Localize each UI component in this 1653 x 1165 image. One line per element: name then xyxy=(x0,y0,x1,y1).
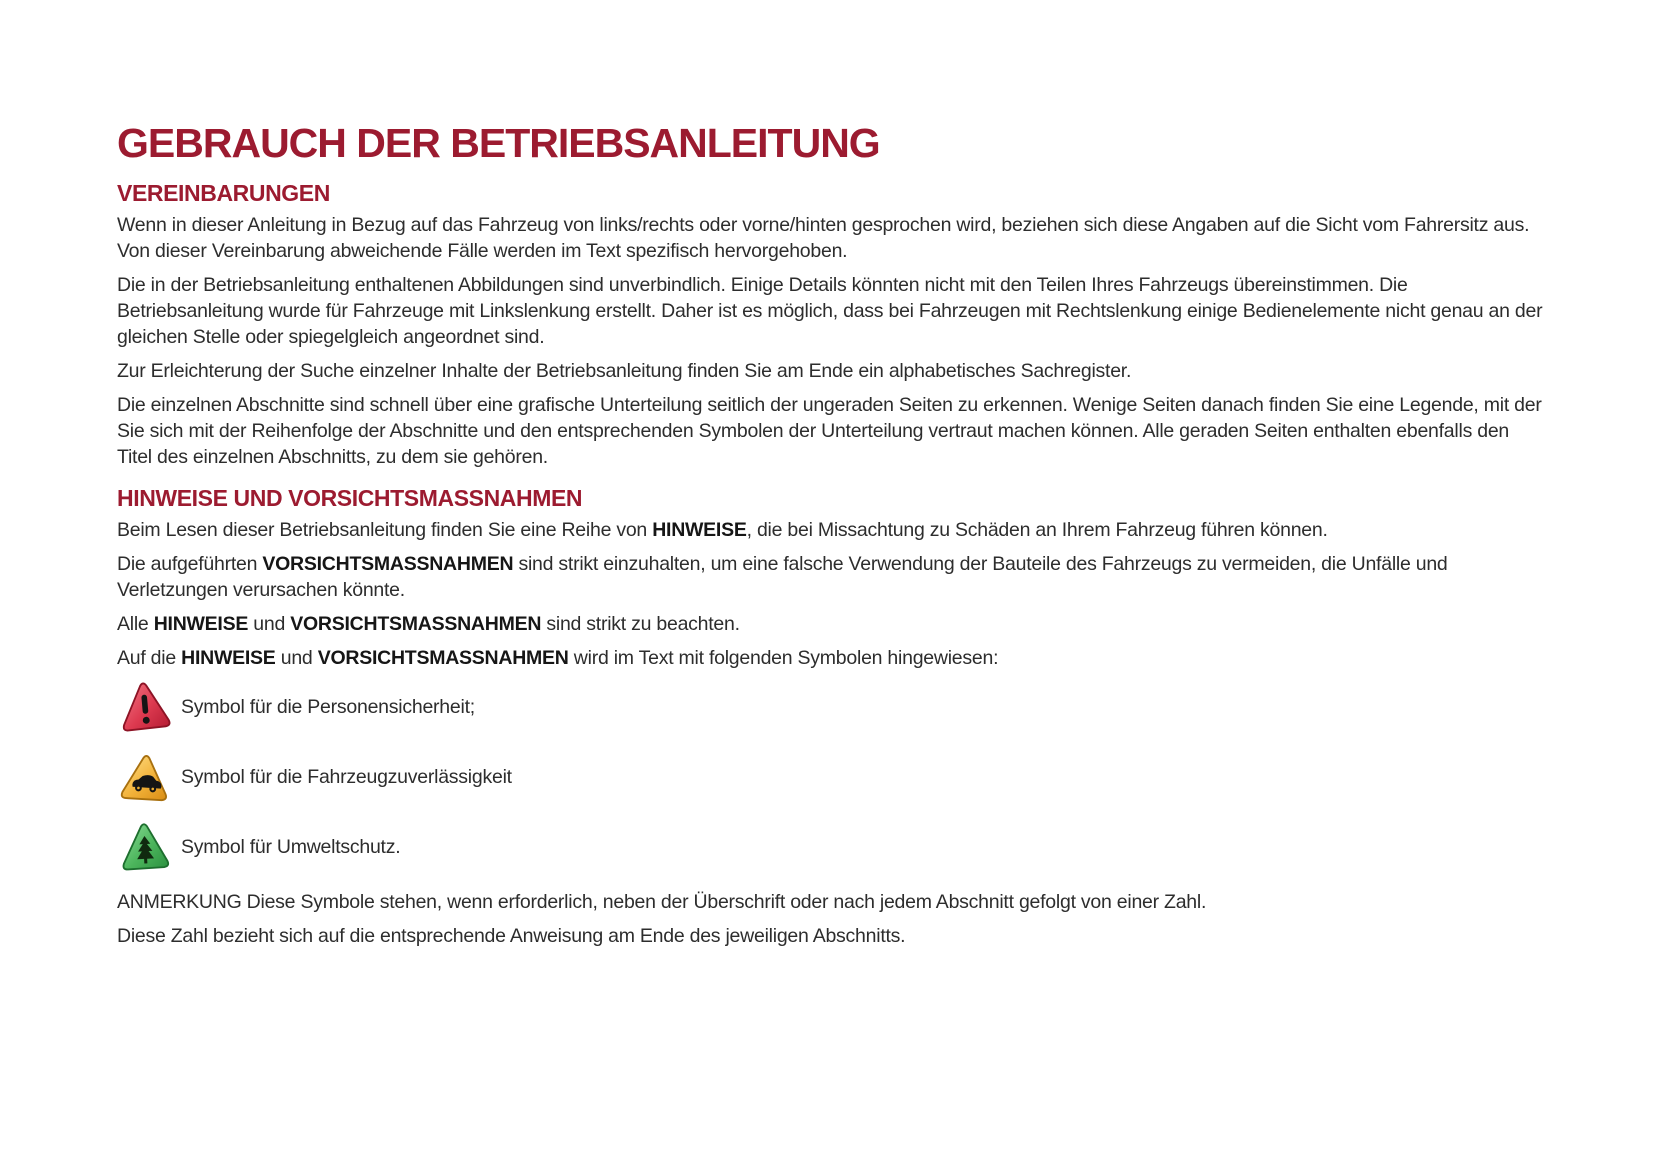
page-title: GEBRAUCH DER BETRIEBSANLEITUNG xyxy=(117,120,880,166)
page-content xyxy=(117,122,1547,957)
remark-paragraph-2: Diese Zahl bezieht sich auf die entsprechende Anweisung am Ende des jeweiligen Abschnitts. xyxy=(117,925,906,948)
person-safety-warning-icon xyxy=(117,678,173,736)
text-run: Die aufgeführten xyxy=(117,553,263,576)
symbol-row-vehicle-integrity xyxy=(117,749,1547,805)
section-heading-notes: HINWEISE UND VORSICHTSMASSNAHMEN xyxy=(117,485,583,512)
text-run: , die bei Missachtung zu Schäden an Ihrem Fahrzeug führen können. xyxy=(746,519,1328,542)
section-heading-conventions: VEREINBARUNGEN xyxy=(117,180,330,207)
symbol-label: Symbol für die Fahrzeugzuverlässigkeit xyxy=(181,765,512,788)
text-run: Auf die xyxy=(117,647,182,670)
notes-paragraph-3 xyxy=(117,611,1547,637)
notes-paragraph-1 xyxy=(117,517,1547,543)
remark-paragraph-1: ANMERKUNG Diese Symbole stehen, wenn erforderlich, neben der Überschrift oder nach jedem Abschnitt gefolgt von einer Zahl. xyxy=(117,891,1207,914)
symbol-label: Symbol für die Personensicherheit; xyxy=(181,695,475,718)
conventions-paragraph-2: Die in der Betriebsanleitung enthaltenen Abbildungen sind unverbindlich. Einige Details könnten nicht mit den Teilen Ihres Fahrzeugs übereinstimmen. Die Betriebsanleitung wurde für Fahrzeuge mit Linkslenkung erstellt. Daher ist es möglich, dass bei Fahrzeugen mit Rechtslenkung einige Bedienelemente nicht genau an der gleichen Stelle oder spiegelgleich angeordnet sind. xyxy=(117,274,1543,349)
text-run: Beim Lesen dieser Betriebsanleitung finden Sie eine Reihe von xyxy=(117,519,653,542)
text-run: sind strikt zu beachten. xyxy=(541,613,740,636)
notes-paragraph-4 xyxy=(117,645,1547,671)
text-run: Alle xyxy=(117,613,154,636)
conventions-paragraph-4: Die einzelnen Abschnitte sind schnell über eine grafische Unterteilung seitlich der ungeraden Seiten zu erkennen. Wenige Seiten danach finden Sie eine Legende, mit der Sie sich mit der Reihenfolge der Abschnitte und den entsprechenden Symbolen der Unterteilung vertraut machen können. Alle geraden Seiten enthalten ebenfalls den Titel des einzelnen Abschnitts, zu dem sie gehören. xyxy=(117,394,1542,469)
emphasized-term: HINWEISE xyxy=(153,613,249,636)
text-run: sind strikt einzuhalten, um eine falsche Verwendung der Bauteile des Fahrzeugs zu vermeiden, die Unfälle und Verletzungen verursachen könnte. xyxy=(117,553,1448,602)
symbol-row-environment xyxy=(117,819,1547,875)
conventions-paragraph-3: Zur Erleichterung der Suche einzelner Inhalte der Betriebsanleitung finden Sie am Ende ein alphabetisches Sachregister. xyxy=(117,360,1132,383)
text-run: und xyxy=(275,647,318,670)
text-run: und xyxy=(248,613,291,636)
emphasized-term: VORSICHTSMASSNAHMEN xyxy=(262,553,514,576)
emphasized-term: HINWEISE xyxy=(652,519,747,542)
text-run: wird im Text mit folgenden Symbolen hingewiesen: xyxy=(568,647,999,670)
conventions-paragraph-1: Wenn in dieser Anleitung in Bezug auf das Fahrzeug von links/rechts oder vorne/hinten gesprochen wird, beziehen sich diese Angaben auf die Sicht vom Fahrersitz aus. Von dieser Vereinbarung abweichende Fälle werden im Text spezifisch hervorgehoben. xyxy=(117,214,1530,263)
environment-protection-icon xyxy=(117,818,173,876)
emphasized-term: VORSICHTSMASSNAHMEN xyxy=(317,647,569,670)
emphasized-term: HINWEISE xyxy=(181,647,276,670)
remarks-block xyxy=(117,889,1547,949)
emphasized-term: VORSICHTSMASSNAHMEN xyxy=(290,613,542,636)
symbol-row-person-safety xyxy=(117,679,1547,735)
notes-paragraph-2 xyxy=(117,551,1547,603)
symbol-label: Symbol für Umweltschutz. xyxy=(181,835,401,858)
vehicle-integrity-warning-icon xyxy=(117,748,173,806)
